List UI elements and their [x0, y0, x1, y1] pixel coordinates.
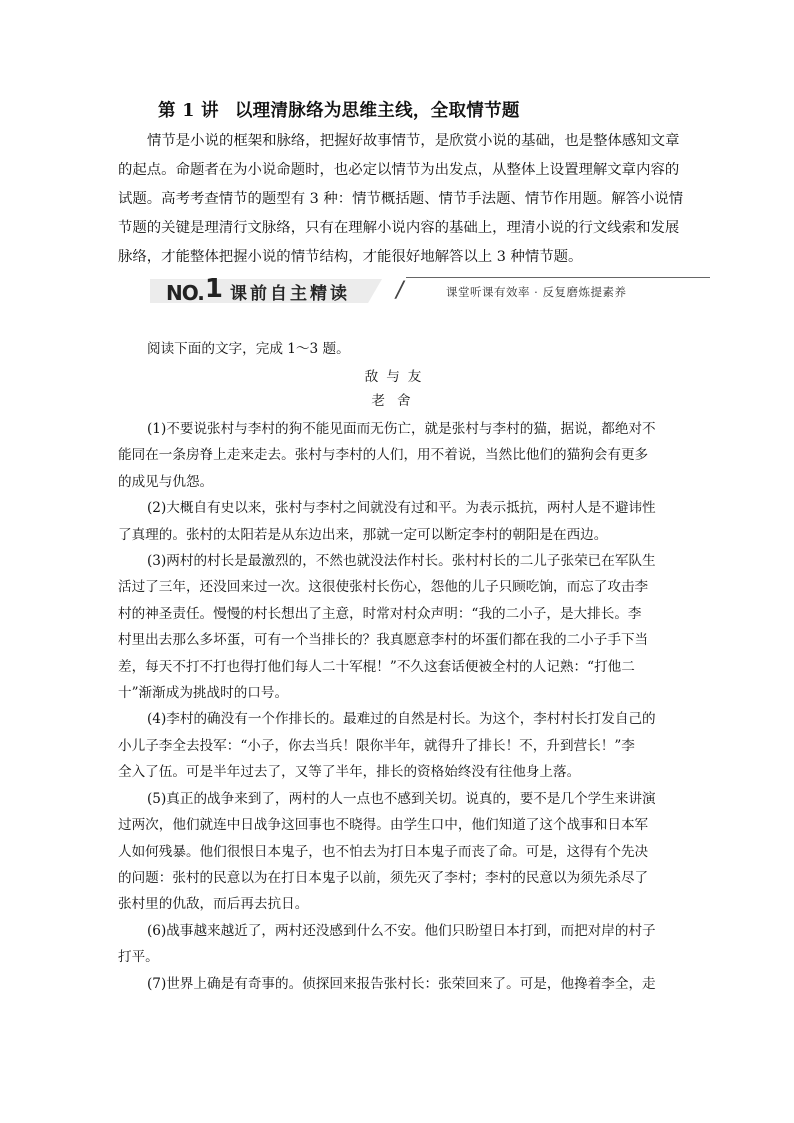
intro-line: 试题。高考考查情节的题型有 3 种：情节概括题、情节手法题、情节作用题。解答小说情	[118, 191, 684, 207]
story-line: 了真理的。张村的太阳若是从东边出来，那就一定可以断定李村的朝阳是在西边。	[118, 526, 608, 543]
story-line: 村里出去那么多坏蛋，可有一个当排长的？我真愿意李村的坏蛋们都在我的二小子手下当	[118, 632, 649, 649]
section-number	[166, 274, 222, 307]
intro-line: 脉络，才能整体把握小说的情节结构，才能很好地解答以上 3 种情节题。	[118, 249, 583, 265]
section-number-prefix: NO.	[166, 281, 204, 305]
story-line: (1)不要说张村与李村的狗不能见面而无伤亡，就是张村与李村的猫，据说，都绝对不	[147, 421, 656, 437]
lecture-title-text: 以理清脉络为思维主线，全取情节题	[234, 101, 520, 121]
story-line: (6)战事越来越近了，两村还没感到什么不安。他们只盼望日本打到，而把对岸的村子	[147, 922, 656, 939]
story-line: (3)两村的村长是最激烈的，不然也就没法作村长。张村村长的二儿子张荣已在军队生	[147, 553, 656, 570]
story-line: 过两次，他们就连中日战争这回事也不晓得。由学生口中，他们知道了这个战事和日本军	[118, 817, 649, 834]
story-line: 能同在一条房脊上走来走去。张村与李村的人们，用不着说，当然比他们的猫狗会有更多	[118, 447, 649, 464]
story-line: 全入了伍。可是半年过去了，又等了半年，排长的资格始终没有往他身上落。	[118, 764, 581, 781]
slash-divider-icon: /	[396, 278, 404, 303]
section-title: 课前自主精读	[230, 284, 350, 304]
story-line: 的问题：张村的民意以为在打日本鬼子以前，须先灭了李村；李村的民意以为须先杀尽了	[118, 869, 649, 886]
story-line: 村的神圣责任。慢慢的村长想出了主意，时常对村众声明：“我的二小子，是大排长。李	[118, 605, 642, 622]
lecture-title	[158, 97, 520, 122]
story-line: (5)真正的战争来到了，两村的人一点也不感到关切。说真的，要不是几个学生来讲演	[147, 790, 656, 807]
intro-line: 的起点。命题者在为小说命题时，也必定以情节为出发点，从整体上设置理解文章内容的	[118, 162, 680, 178]
lecture-number: 第 1 讲	[158, 101, 219, 121]
story-author: 老舍	[371, 393, 423, 409]
reading-instruction: 阅读下面的文字，完成 1～3 题。	[147, 341, 350, 357]
story-line: 十”渐渐成为挑战时的口号。	[118, 685, 289, 702]
section-banner	[118, 274, 710, 305]
section-tagline: 课堂听课有效率 · 反复磨炼提素养	[446, 285, 627, 299]
story-line: 张村里的仇敌，而后再去抗日。	[118, 896, 309, 913]
story-line: 小儿子李全去投军：“小子，你去当兵！限你半年，就得升了排长！不，升到营长！”李	[118, 737, 635, 754]
story-line: 打平。	[118, 949, 159, 966]
intro-line: 情节是小说的框架和脉络，把握好故事情节，是欣赏小说的基础，也是整体感知文章	[147, 133, 680, 149]
story-line: (7)世界上确是有奇事的。侦探回来报告张村长：张荣回来了。可是，他搀着李全，走	[147, 975, 656, 992]
story-line: 人如何残暴。他们很恨日本鬼子，也不怕去为打日本鬼子而丧了命。可是，这得有个先决	[118, 843, 649, 860]
story-line: 差，每天不打不打也得打他们每人二十军棍！”不久这套话便被全村的人记熟：“打他二	[118, 658, 635, 675]
section-number-digit: 1	[204, 274, 222, 304]
story-line: 活过了三年，还没回来过一次。这很使张村长伤心，怨他的儿子只顾吃饷，而忘了攻击李	[118, 579, 649, 596]
story-line: (4)李村的确没有一个作排长的。最难过的自然是村长。为这个，李村村长打发自己的	[147, 711, 656, 728]
intro-line: 节题的关键是理清行文脉络，只有在理解小说内容的基础上，理清小说的行文线索和发展	[118, 220, 680, 236]
story-line: 的成见与仇怨。	[118, 473, 214, 490]
story-body	[118, 416, 680, 997]
banner-rule	[406, 277, 710, 278]
story-title: 敌与友	[364, 369, 430, 385]
story-line: (2)大概自有史以来，张村与李村之间就没有过和平。为表示抵抗，两村人是不避讳性	[147, 500, 656, 517]
intro-paragraph	[118, 127, 684, 272]
